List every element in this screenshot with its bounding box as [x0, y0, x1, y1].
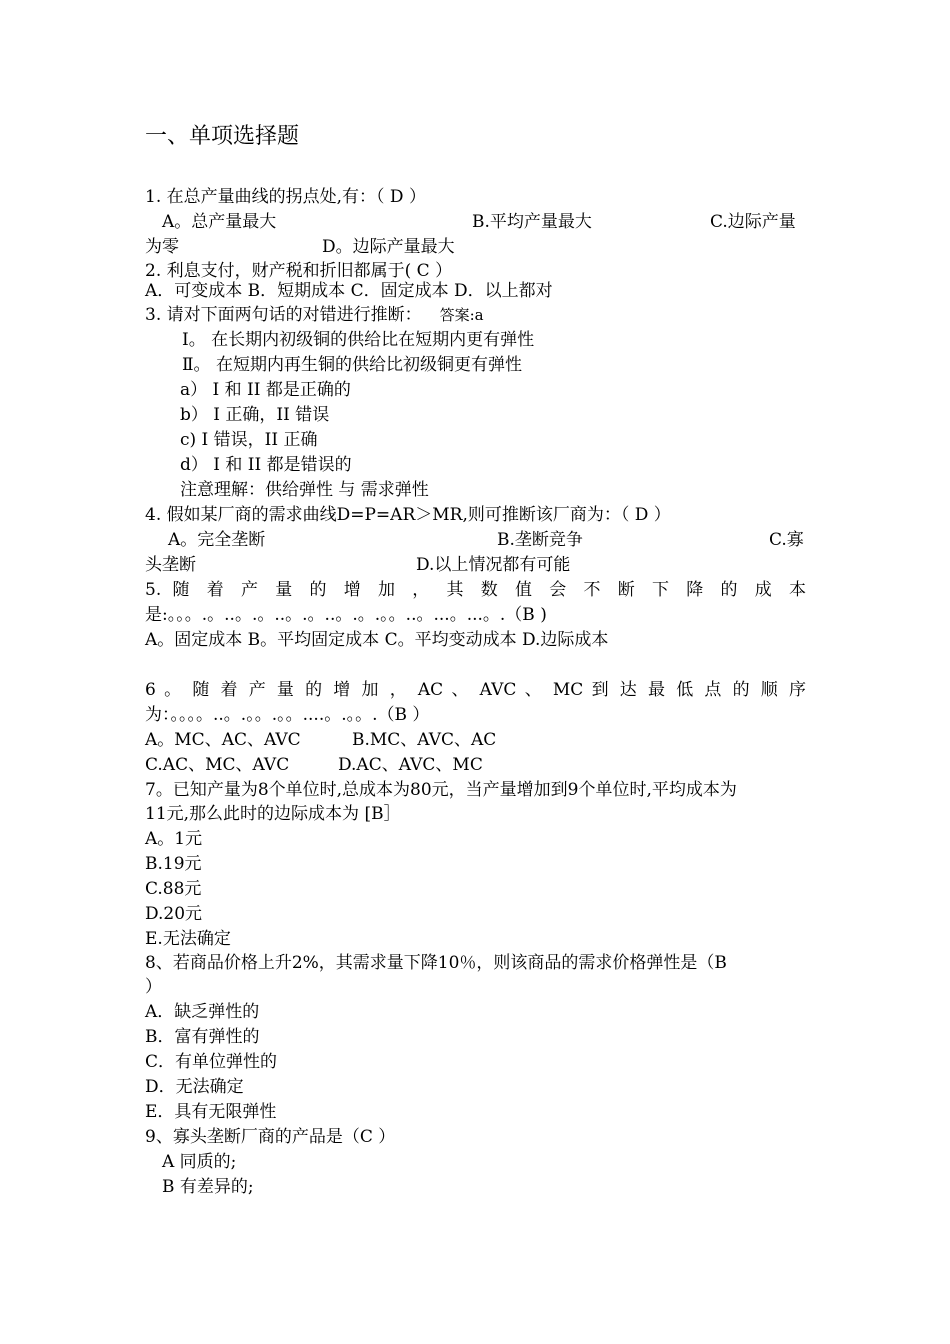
- q3-option-d: d） I 和 II 都是错误的: [180, 455, 352, 475]
- q8-option-c: C．有单位弹性的: [145, 1052, 278, 1072]
- q8-option-b: B．富有弹性的: [145, 1027, 260, 1047]
- q3-answer: 答案:a: [439, 306, 484, 324]
- q8-option-a: A．缺乏弹性的: [145, 1002, 260, 1022]
- q9-stem: 9、寡头垄断厂商的产品是（C ）: [145, 1127, 396, 1147]
- q8-stem-line-1: 8、若商品价格上升2%，其需求量下降10％，则该商品的需求价格弹性是（B: [145, 953, 727, 973]
- q2-stem: 2. 利息支付，财产税和折旧都属于( C ）: [145, 261, 453, 281]
- q6-stem-line-2: 为：。。。。..。.。。.。。....。.。。.（B ）: [145, 705, 430, 725]
- q3-option-b: b） I 正确，II 错误: [180, 405, 330, 425]
- q4-stem: 4. 假如某厂商的需求曲线D=P=AR＞MR,则可推断该厂商为：（ D ）: [145, 505, 671, 525]
- q1-option-b: B.平均产量最大: [472, 212, 592, 232]
- q7-option-c: C.88元: [145, 879, 202, 899]
- q1-option-c: C.边际产量: [710, 212, 796, 232]
- q3-note: 注意理解：供给弹性 与 需求弹性: [180, 480, 429, 500]
- q7-option-d: D.20元: [145, 904, 203, 924]
- q7-option-a: A。1元: [145, 829, 203, 849]
- q7-option-e: E.无法确定: [145, 929, 231, 949]
- q1-option-c-continued: 为零: [145, 237, 179, 257]
- q1-option-a: A。总产量最大: [162, 212, 277, 232]
- q8-option-e: E．具有无限弹性: [145, 1102, 277, 1122]
- q5-options: A。固定成本 B。平均固定成本 C。平均变动成本 D.边际成本: [145, 630, 609, 650]
- q8-stem-line-2: ）: [145, 977, 162, 997]
- q6-stem-line-1: 6 。 随 着 产 量 的 增 加 ， AC 、 AVC 、 MC 到 达 最 低 点 的 顺 序: [145, 680, 806, 700]
- q5-stem-line-1: 5. 随 着 产 量 的 增 加 ， 其 数 值 会 不 断 下 降 的 成 本: [145, 580, 806, 600]
- q4-option-c: C.寡: [769, 530, 804, 550]
- q3-stem-text: 3. 请对下面两句话的对错进行推断：: [145, 305, 422, 325]
- q3-option-c: c) I 错误，II 正确: [180, 430, 318, 450]
- q2-options: A．可变成本 B．短期成本 C．固定成本 D．以上都对: [145, 281, 553, 301]
- q4-option-a: A。完全垄断: [168, 530, 266, 550]
- q6-option-d: D.AC、AVC、MC: [338, 755, 483, 775]
- q3-statement-1: Ⅰ。 在长期内初级铜的供给比在短期内更有弹性: [182, 330, 535, 350]
- q1-option-d: D。边际产量最大: [322, 237, 455, 257]
- q7-option-b: B.19元: [145, 854, 202, 874]
- q7-stem-line-1: 7。已知产量为8个单位时,总成本为80元，当产量增加到9个单位时,平均成本为: [145, 780, 737, 800]
- q3-stem: [145, 303, 484, 328]
- q6-option-b: B.MC、AVC、AC: [352, 730, 497, 750]
- q6-option-a: A。MC、AC、AVC: [145, 730, 301, 750]
- q7-stem-line-2: 11元,那么此时的边际成本为 [B］: [145, 804, 401, 824]
- q6-option-c: C.AC、MC、AVC: [145, 755, 290, 775]
- section-heading: 一、单项选择题: [145, 124, 300, 149]
- q4-option-c-continued: 头垄断: [145, 555, 196, 575]
- q8-option-d: D．无法确定: [145, 1077, 244, 1097]
- q3-option-a: a） I 和 II 都是正确的: [180, 380, 351, 400]
- q4-option-b: B.垄断竞争: [497, 530, 583, 550]
- q9-option-b: B 有差异的;: [162, 1177, 254, 1197]
- q5-stem-line-2: 是:。。。.。..。.。..。.。..。.。.。。..。...。...。.（B ): [145, 605, 547, 625]
- q1-stem: 1. 在总产量曲线的拐点处,有：（ D ）: [145, 187, 426, 207]
- q3-statement-2: Ⅱ。 在短期内再生铜的供给比初级铜更有弹性: [182, 355, 522, 375]
- q9-option-a: A 同质的;: [162, 1152, 237, 1172]
- q4-option-d: D.以上情况都有可能: [416, 555, 571, 575]
